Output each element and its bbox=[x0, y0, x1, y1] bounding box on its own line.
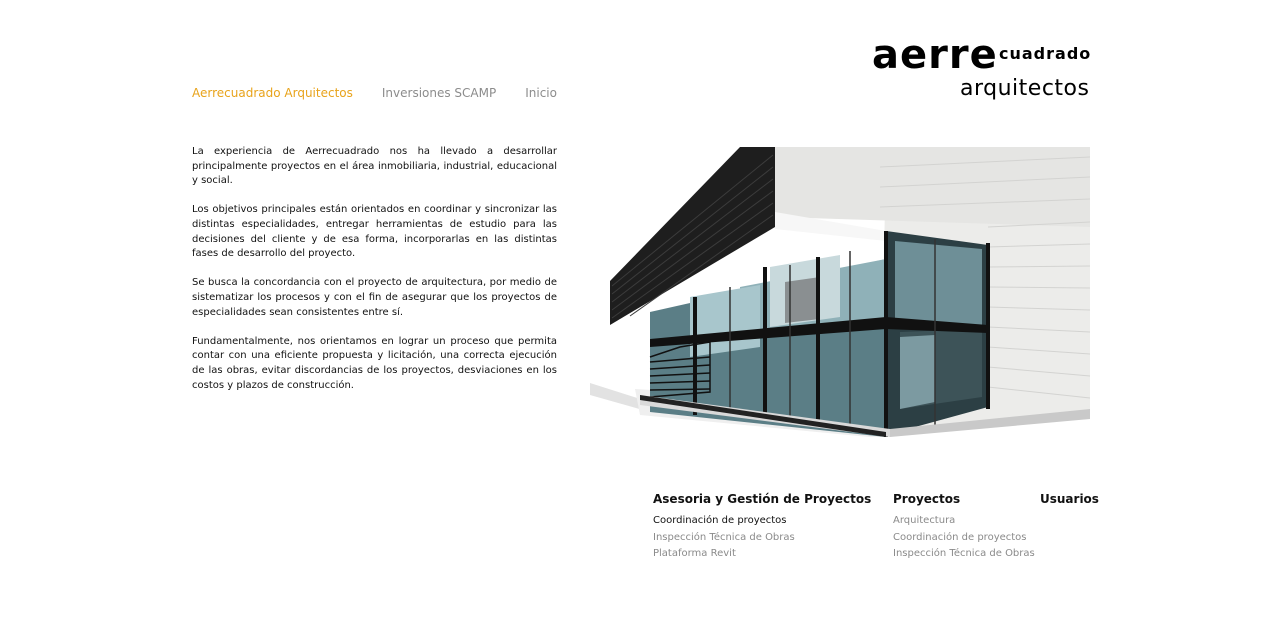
main-nav bbox=[192, 86, 557, 100]
footer-list-proyectos bbox=[893, 513, 1035, 563]
footer-column-proyectos bbox=[893, 492, 1035, 563]
site-logo[interactable] bbox=[872, 32, 1092, 106]
footer-link-plataforma-revit[interactable]: Plataforma Revit bbox=[653, 548, 736, 559]
intro-paragraph: Fundamentalmente, nos orientamos en lograr un proceso que permita contar con una eficiente propuesta y licitación, una correcta ejecución de las obras, evitar discordancias de los proyectos, desviaciones en los costos y plazos de construcción. bbox=[192, 335, 557, 391]
footer-heading-usuarios[interactable]: Usuarios bbox=[1040, 492, 1099, 506]
footer-link-coordinacion-de-proyectos[interactable]: Coordinación de proyectos bbox=[653, 515, 787, 526]
footer-column-asesoria bbox=[653, 492, 871, 563]
intro-text bbox=[192, 145, 557, 408]
footer-link-inspeccion-tecnica-de-obras[interactable]: Inspección Técnica de Obras bbox=[653, 531, 795, 543]
intro-paragraph: La experiencia de Aerrecuadrado nos ha llevado a desarrollar principalmente proyectos en el área inmobiliaria, industrial, educacional y social. bbox=[192, 146, 557, 187]
logo-arquitectos: arquitectos bbox=[960, 76, 1090, 101]
building-rendering-image bbox=[590, 147, 1090, 437]
nav-link-inversiones-scamp[interactable]: Inversiones SCAMP bbox=[381, 86, 497, 100]
footer-link-coordinacion-de-proyectos[interactable]: Coordinación de proyectos bbox=[893, 531, 1027, 543]
footer-column-usuarios bbox=[1040, 492, 1099, 513]
logo-cuadrado: cuadrado bbox=[999, 44, 1092, 63]
nav-link-inicio[interactable]: Inicio bbox=[525, 86, 557, 100]
footer-link-arquitectura[interactable]: Arquitectura bbox=[893, 515, 956, 526]
footer-link-inspeccion-tecnica-de-obras[interactable]: Inspección Técnica de Obras bbox=[893, 548, 1035, 559]
intro-paragraph: Los objetivos principales están orientados en coordinar y sincronizar las distintas especialidades, entregar herramientas de estudio para las decisiones del cliente y de esa forma, incorporarlas en las distintas fases de desarrollo del proyecto. bbox=[192, 204, 557, 260]
footer-heading-asesoria[interactable]: Asesoria y Gestión de Proyectos bbox=[653, 492, 872, 506]
logo-aerre: aerre bbox=[872, 32, 998, 78]
footer-heading-proyectos[interactable]: Proyectos bbox=[893, 492, 961, 506]
footer-list-asesoria bbox=[653, 513, 871, 563]
nav-link-aerrecuadrado[interactable]: Aerrecuadrado Arquitectos bbox=[192, 86, 353, 100]
intro-paragraph: Se busca la concordancia con el proyecto de arquitectura, por medio de sistematizar los procesos y con el fin de asegurar que los proyectos de especialidades sean consistentes entre sí. bbox=[192, 277, 557, 318]
